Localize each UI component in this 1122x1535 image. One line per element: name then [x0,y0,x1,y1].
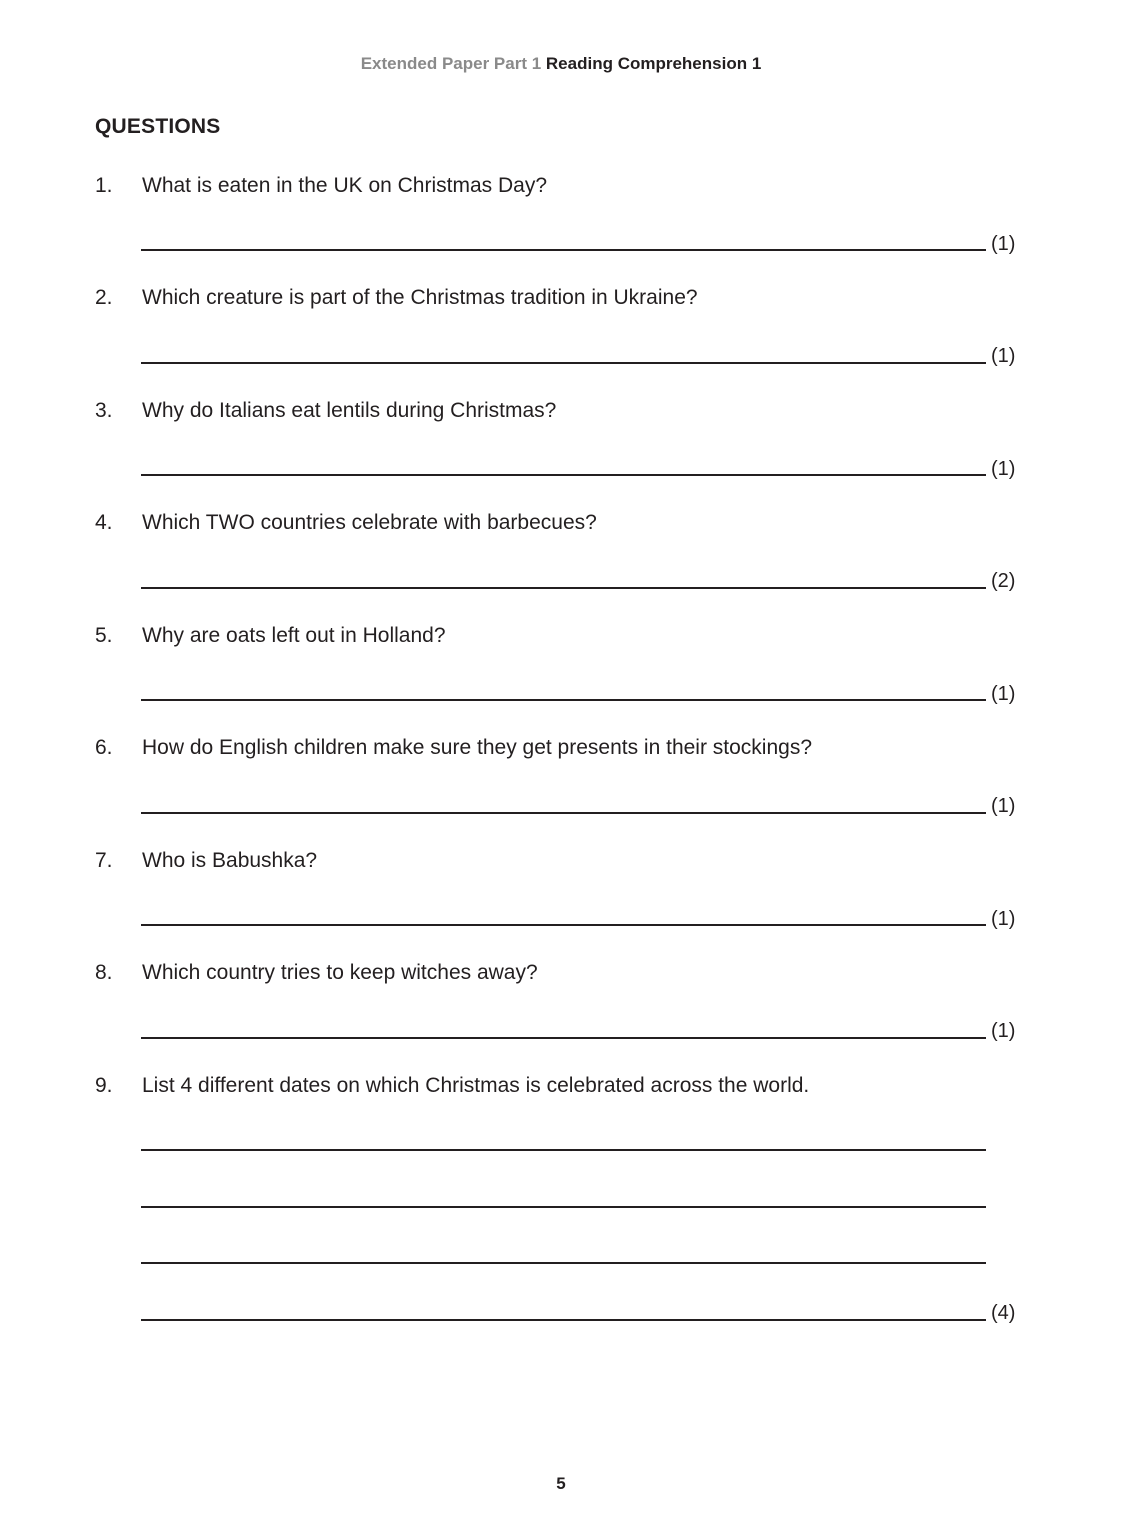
question-text: Who is Babushka? [142,849,318,872]
answer-line-3[interactable] [141,474,986,476]
question-number: 5. [95,624,113,647]
question-text: Why are oats left out in Holland? [142,624,446,647]
answer-line-1[interactable] [141,249,986,251]
header-part: Extended Paper Part 1 [360,54,542,73]
mark-7: (1) [991,908,1016,930]
answer-line-4[interactable] [141,587,986,589]
question-number: 8. [95,961,113,984]
question-number: 1. [95,174,113,197]
answer-line-7[interactable] [141,924,986,926]
answer-line-9d[interactable] [141,1319,986,1321]
question-number: 3. [95,399,113,422]
question-text: What is eaten in the UK on Christmas Day? [142,174,548,197]
answer-line-2[interactable] [141,362,986,364]
mark-1: (1) [991,233,1016,255]
answer-line-9c[interactable] [141,1262,986,1264]
question-number: 4. [95,511,113,534]
question-text: Why do Italians eat lentils during Christmas? [142,399,557,422]
question-number: 7. [95,849,113,872]
mark-4: (2) [991,570,1016,592]
answer-line-9a[interactable] [141,1149,986,1151]
answer-line-9b[interactable] [141,1206,986,1208]
question-number: 6. [95,736,113,759]
mark-6: (1) [991,795,1016,817]
mark-3: (1) [991,458,1016,480]
question-text: Which creature is part of the Christmas tradition in Ukraine? [142,286,698,309]
answer-line-6[interactable] [141,812,986,814]
header-title: Reading Comprehension 1 [545,54,762,73]
question-number: 9. [95,1074,113,1097]
mark-8: (1) [991,1020,1016,1042]
page-header [0,54,1122,74]
question-text: List 4 different dates on which Christmas is celebrated across the world. [142,1074,810,1097]
mark-2: (1) [991,345,1016,367]
question-text: How do English children make sure they get presents in their stockings? [142,736,813,759]
answer-line-8[interactable] [141,1037,986,1039]
answer-line-5[interactable] [141,699,986,701]
mark-5: (1) [991,683,1016,705]
question-text: Which TWO countries celebrate with barbecues? [142,511,597,534]
mark-9: (4) [991,1302,1016,1324]
section-title: QUESTIONS [95,115,221,138]
page-number: 5 [556,1474,566,1493]
question-number: 2. [95,286,113,309]
question-text: Which country tries to keep witches away? [142,961,538,984]
